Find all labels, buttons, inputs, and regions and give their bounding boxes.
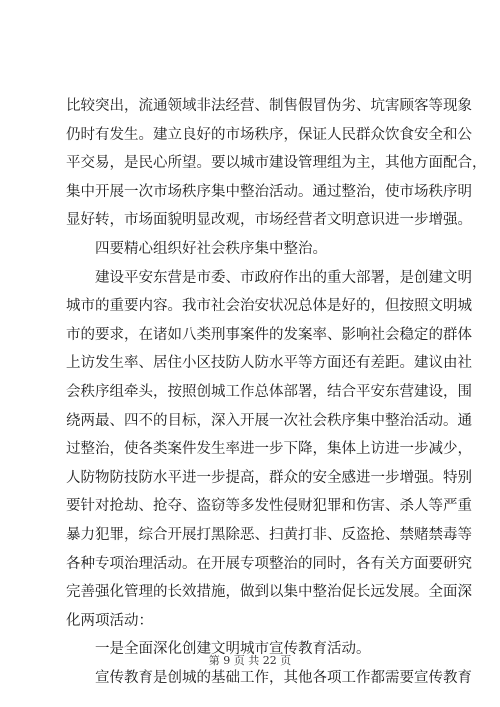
- text-line: 仍时有发生。建立良好的市场秩序，保证人民群众饮食安全和公: [66, 126, 472, 143]
- text-line: 各种专项治理活动。在开展专项整治的同时，各有关方面要研究: [66, 555, 472, 572]
- text-line: 会秩序组牵头，按照创城工作总体部署，结合平安东营建设，围: [66, 383, 472, 400]
- text-line: 城市的重要内容。我市社会治安状况总体是好的，但按照文明城: [66, 298, 472, 315]
- text-line: 绕两最、四不的目标，深入开展一次社会秩序集中整治活动。通: [66, 412, 472, 429]
- text-line: 建设平安东营是市委、市政府作出的重大部署，是创建文明: [95, 269, 472, 286]
- text-line: 显好转，市场面貌明显改观，市场经营者文明意识进一步增强。: [66, 212, 472, 229]
- text-line: 四要精心组织好社会秩序集中整治。: [95, 240, 327, 257]
- document-body: [66, 92, 487, 692]
- text-line: 过整治，使各类案件发生率进一步下降，集体上访进一步减少，: [66, 441, 472, 458]
- text-line: 暴力犯罪，综合开展打黑除恶、扫黄打非、反盗抢、禁赌禁毒等: [66, 526, 472, 543]
- text-line: 平交易，是民心所望。要以城市建设管理组为主，其他方面配合，: [66, 155, 487, 172]
- text-line: 完善强化管理的长效措施，做到以集中整治促长远发展。全面深: [66, 584, 472, 601]
- text-line: 比较突出，流通领域非法经营、制售假冒伪劣、坑害顾客等现象: [66, 98, 472, 114]
- page-footer: 第 9 页 共 22 页: [208, 654, 292, 667]
- text-line: 集中开展一次市场秩序集中整治活动。通过整治，使市场秩序明: [66, 183, 472, 200]
- text-line: 化两项活动：: [66, 612, 153, 629]
- text-line: 人防物防技防水平进一步提高，群众的安全感进一步增强。特别: [66, 469, 472, 486]
- text-line: 上访发生率、居住小区技防人防水平等方面还有差距。建议由社: [66, 355, 472, 372]
- text-line: 市的要求，在诸如八类刑事案件的发案率、影响社会稳定的群体: [66, 326, 472, 343]
- text-line: 要针对抢劫、抢夺、盗窃等多发性侵财犯罪和伤害、杀人等严重: [66, 498, 472, 515]
- text-line: 宣传教育是创城的基础工作，其他各项工作都需要宣传教育: [95, 669, 472, 686]
- text-line: 一是全面深化创建文明城市宣传教育活动。: [95, 641, 371, 658]
